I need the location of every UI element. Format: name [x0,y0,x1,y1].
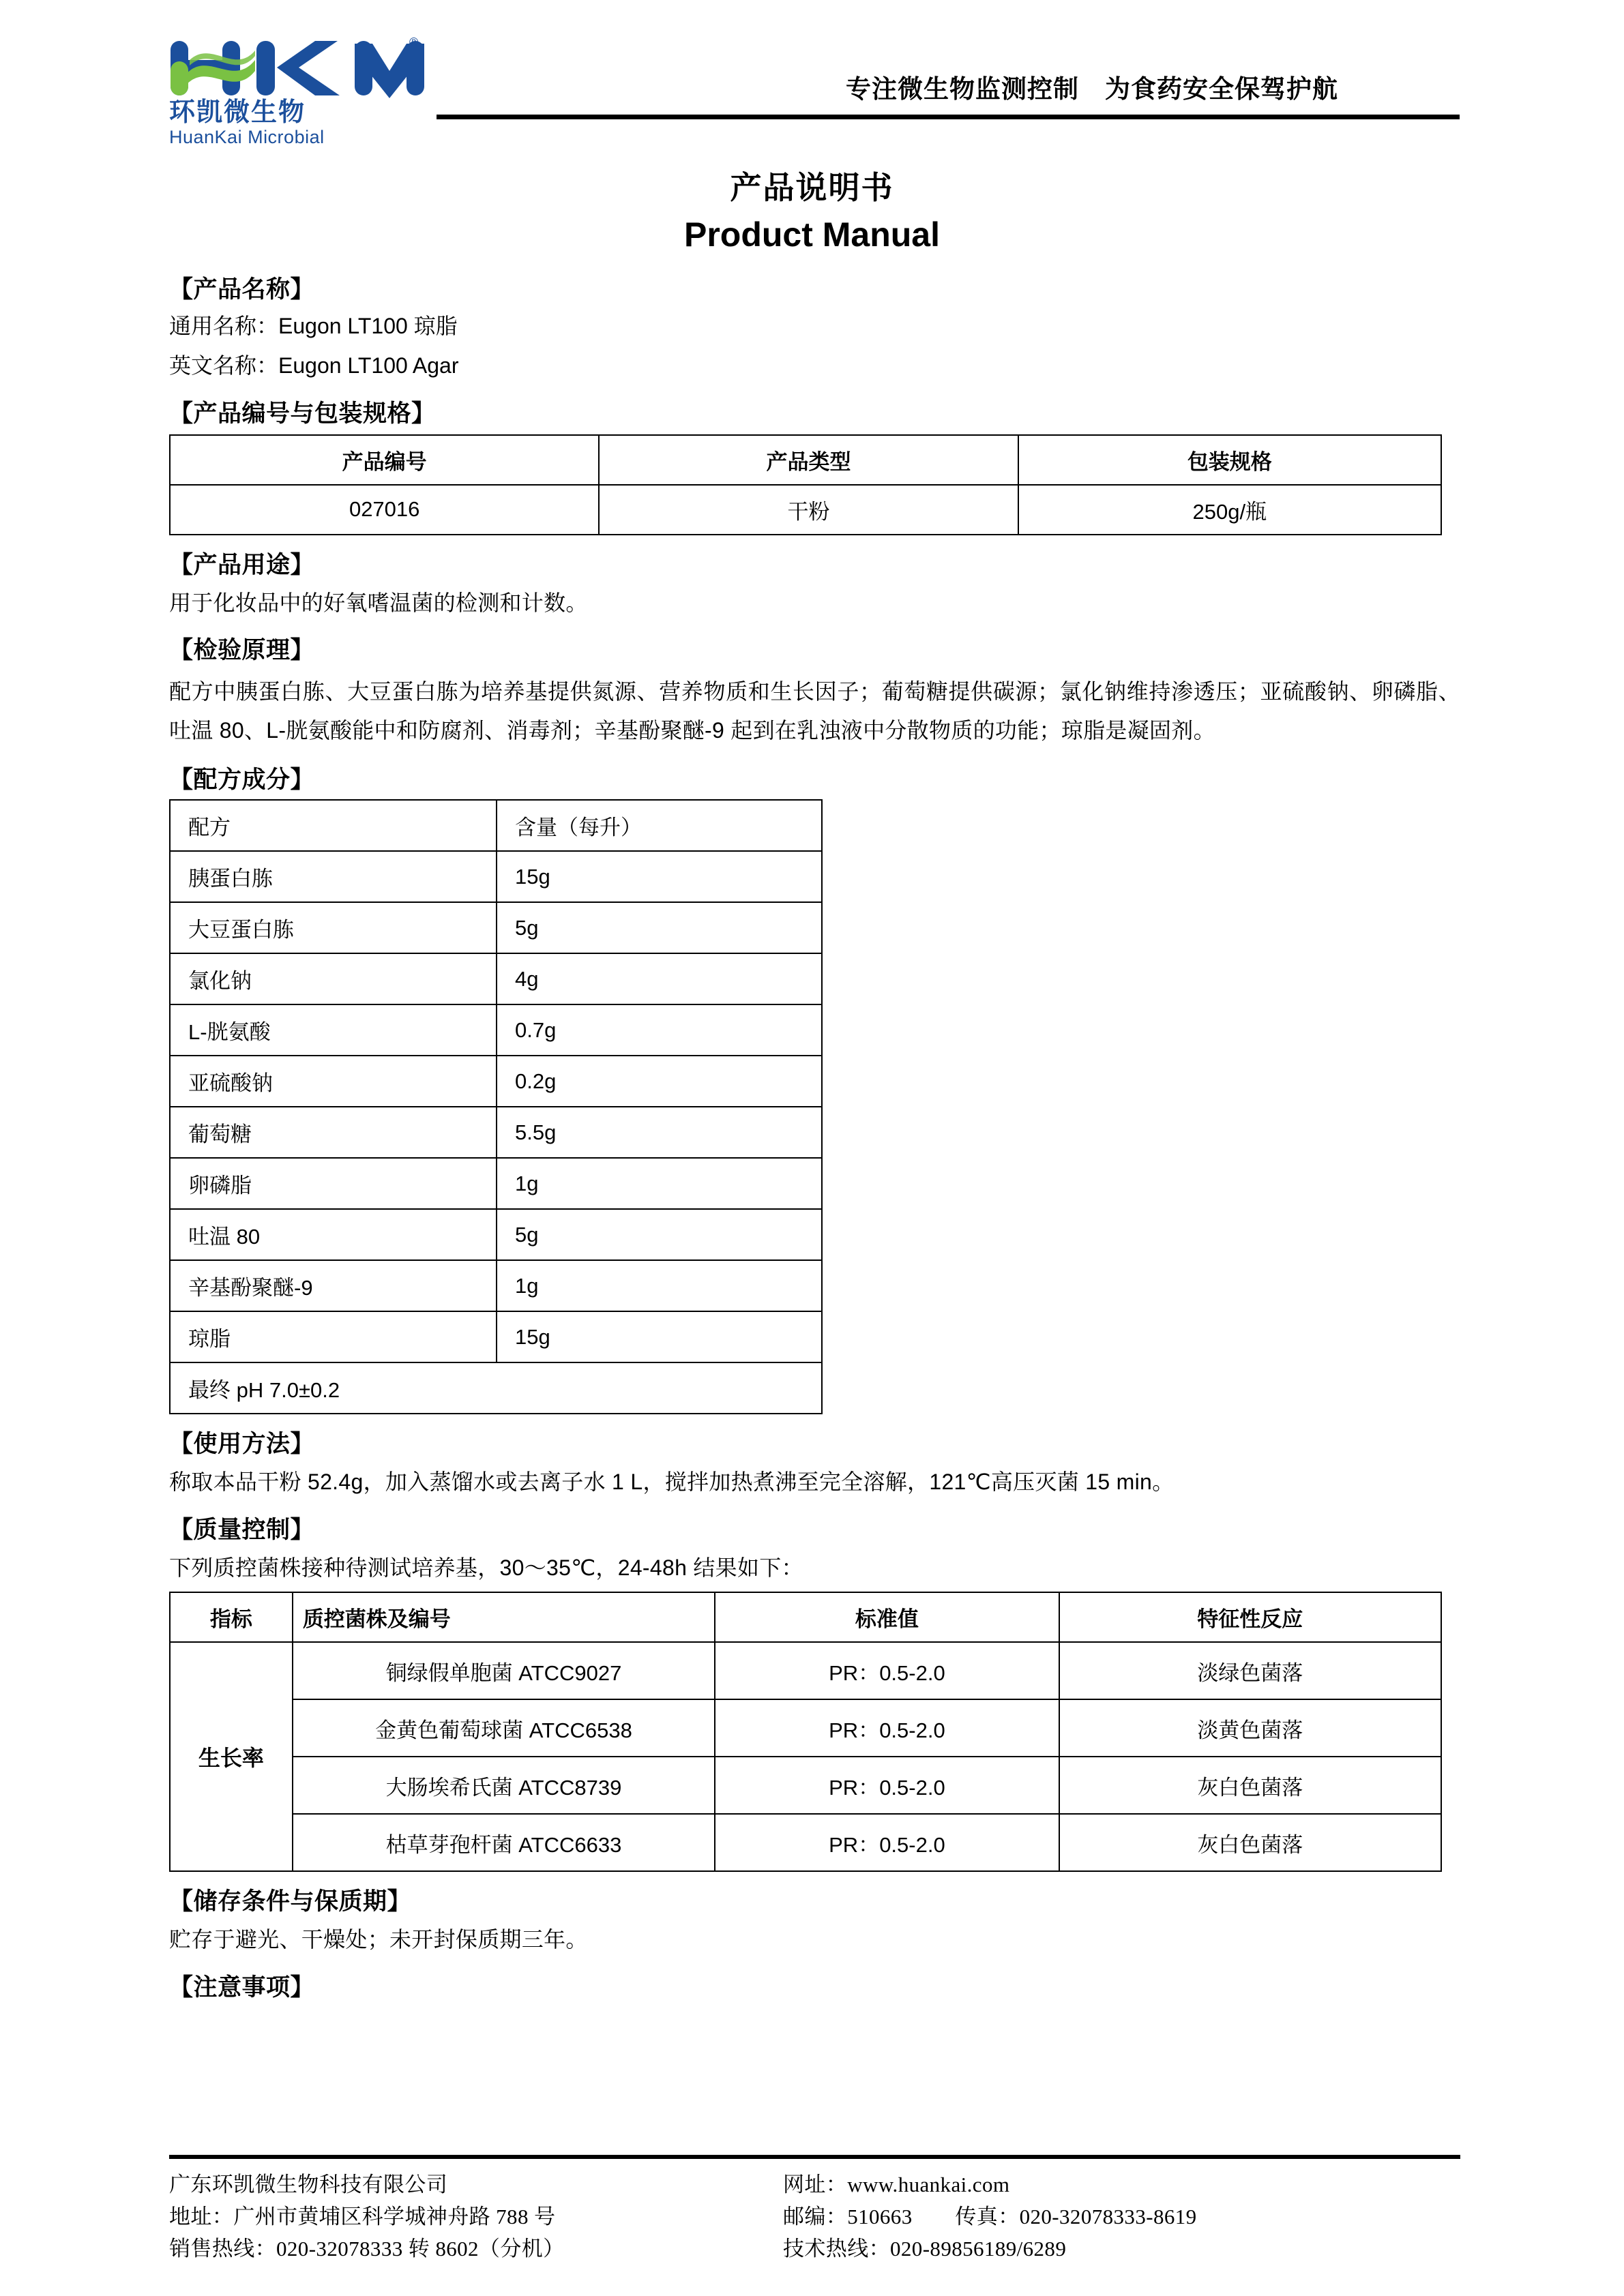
company-logo [169,35,442,147]
table-row [170,1158,822,1209]
section-heading-storage: 【储存条件与保质期】 [169,1888,412,1915]
section-heading-formula: 【配方成分】 [169,766,315,794]
formula-amount: 4g [497,953,822,1004]
spec-col-type: 产品类型 [599,435,1018,485]
formula-amount: 0.2g [497,1056,822,1107]
table-row [170,485,1441,535]
table-row [170,1260,822,1311]
formula-amount: 5.5g [497,1107,822,1158]
page-footer [0,2155,1624,2296]
qc-col-standard: 标准值 [715,1592,1059,1642]
purpose-text: 用于化妆品中的好氧嗜温菌的检测和计数。 [169,590,588,615]
table-header-row [170,800,822,851]
formula-final-ph: 最终 pH 7.0±0.2 [170,1362,822,1414]
section-heading-spec: 【产品编号与包装规格】 [169,400,436,427]
table-header-row [170,435,1441,485]
footer-address: 地址：广州市黄埔区科学城神舟路 788 号 [169,2204,556,2228]
qc-standard: PR：0.5-2.0 [715,1757,1059,1814]
table-row [170,1311,822,1362]
qc-col-strain: 质控菌株及编号 [293,1592,715,1642]
svg-text:®: ® [409,35,419,49]
table-row [170,1056,822,1107]
qc-standard: PR：0.5-2.0 [715,1642,1059,1699]
spec-col-package: 包装规格 [1018,435,1441,485]
section-heading-principle: 【检验原理】 [169,637,315,664]
section-heading-product-name: 【产品名称】 [169,276,315,303]
qc-strain: 金黄色葡萄球菌 ATCC6538 [293,1699,715,1757]
storage-text: 贮存于避光、干燥处；未开封保质期三年。 [169,1927,588,1952]
section-heading-purpose: 【产品用途】 [169,551,315,578]
qc-strain: 大肠埃希氏菌 ATCC8739 [293,1757,715,1814]
table-row [170,1642,1441,1699]
footer-sales-hotline: 销售热线：020-32078333 转 8602（分机） [169,2236,565,2261]
qc-col-indicator: 指标 [170,1592,293,1642]
document-body [0,271,1624,2003]
qc-group-label: 生长率 [170,1642,293,1871]
qc-reaction: 灰白色菌落 [1059,1814,1441,1871]
formula-name: 氯化钠 [170,953,497,1004]
section-heading-method: 【使用方法】 [169,1431,315,1458]
formula-name: 琼脂 [170,1311,497,1362]
footer-right-column [783,2168,1460,2265]
hkm-logo-icon [169,35,428,98]
formula-name: 辛基酚聚醚-9 [170,1260,497,1311]
formula-amount: 5g [497,902,822,953]
table-row [170,1699,1441,1757]
qc-col-reaction: 特征性反应 [1059,1592,1441,1642]
table-row [170,1757,1441,1814]
formula-name: L-胱氨酸 [170,1004,497,1056]
table-row [170,953,822,1004]
spec-table [169,434,1442,535]
qc-standard: PR：0.5-2.0 [715,1699,1059,1757]
qc-strain: 枯草芽孢杆菌 ATCC6633 [293,1814,715,1871]
footer-divider [169,2155,1460,2159]
table-row [170,1107,822,1158]
qc-reaction: 淡黄色菌落 [1059,1699,1441,1757]
formula-amount: 1g [497,1260,822,1311]
english-name: 英文名称：Eugon LT100 Agar [169,353,459,378]
header-divider [437,115,1460,119]
qc-reaction: 灰白色菌落 [1059,1757,1441,1814]
formula-name: 卵磷脂 [170,1158,497,1209]
table-row [170,902,822,953]
table-row [170,1814,1441,1871]
qc-reaction: 淡绿色菌落 [1059,1642,1441,1699]
header-tagline: 专注微生物监测控制 为食药安全保驾护航 [846,75,1338,103]
footer-postcode-fax: 邮编：510663 传真：020-32078333-8619 [783,2204,1197,2228]
footer-columns [169,2168,1460,2265]
spec-col-code: 产品编号 [170,435,599,485]
page-header [0,0,1624,147]
section-heading-quality-control: 【质量控制】 [169,1517,315,1544]
formula-name: 吐温 80 [170,1209,497,1260]
logo-name-cn: 环凯微生物 [169,98,306,127]
page-title-cn: 产品说明书 [730,170,894,205]
table-row [170,851,822,902]
spec-value-code: 027016 [170,485,599,535]
footer-tech-hotline: 技术热线：020-89856189/6289 [783,2236,1067,2261]
generic-name: 通用名称：Eugon LT100 琼脂 [169,314,458,338]
quality-control-intro: 下列质控菌株接种待测试培养基，30～35℃，24-48h 结果如下： [169,1555,803,1581]
formula-amount: 1g [497,1158,822,1209]
formula-name: 亚硫酸钠 [170,1056,497,1107]
formula-amount: 15g [497,851,822,902]
section-heading-notice: 【注意事项】 [169,1973,315,2001]
formula-amount: 0.7g [497,1004,822,1056]
table-row [170,1004,822,1056]
logo-name-en: HuanKai Microbial [169,127,325,147]
footer-left-column [169,2168,783,2265]
qc-standard: PR：0.5-2.0 [715,1814,1059,1871]
footer-company: 广东环凯微生物科技有限公司 [169,2172,448,2196]
page-title-en: Product Manual [683,215,941,254]
formula-name: 大豆蛋白胨 [170,902,497,953]
formula-amount: 5g [497,1209,822,1260]
table-footer-row [170,1362,822,1414]
table-row [170,1209,822,1260]
qc-strain: 铜绿假单胞菌 ATCC9027 [293,1642,715,1699]
quality-control-table [169,1592,1442,1872]
formula-amount: 15g [497,1311,822,1362]
spec-value-package: 250g/瓶 [1018,485,1441,535]
footer-website: 网址：www.huankai.com [783,2172,1010,2196]
formula-name: 葡萄糖 [170,1107,497,1158]
spec-value-type: 干粉 [599,485,1018,535]
principle-text: 配方中胰蛋白胨、大豆蛋白胨为培养基提供氮源、营养物质和生长因子；葡萄糖提供碳源；氯化钠维持渗透压；亚硫酸钠、卵磷脂、吐温 80、L-胱氨酸能中和防腐剂、消毒剂；辛基酚聚醚-9 起到在乳浊液中分散物质的功能；琼脂是凝固剂。 [169,679,1460,743]
formula-table [169,799,823,1414]
table-header-row [170,1592,1441,1642]
formula-col-name: 配方 [170,800,497,851]
formula-col-amount: 含量（每升） [497,800,822,851]
method-text: 称取本品干粉 52.4g，加入蒸馏水或去离子水 1 L，搅拌加热煮沸至完全溶解，121℃高压灭菌 15 min。 [169,1470,1175,1495]
formula-name: 胰蛋白胨 [170,851,497,902]
